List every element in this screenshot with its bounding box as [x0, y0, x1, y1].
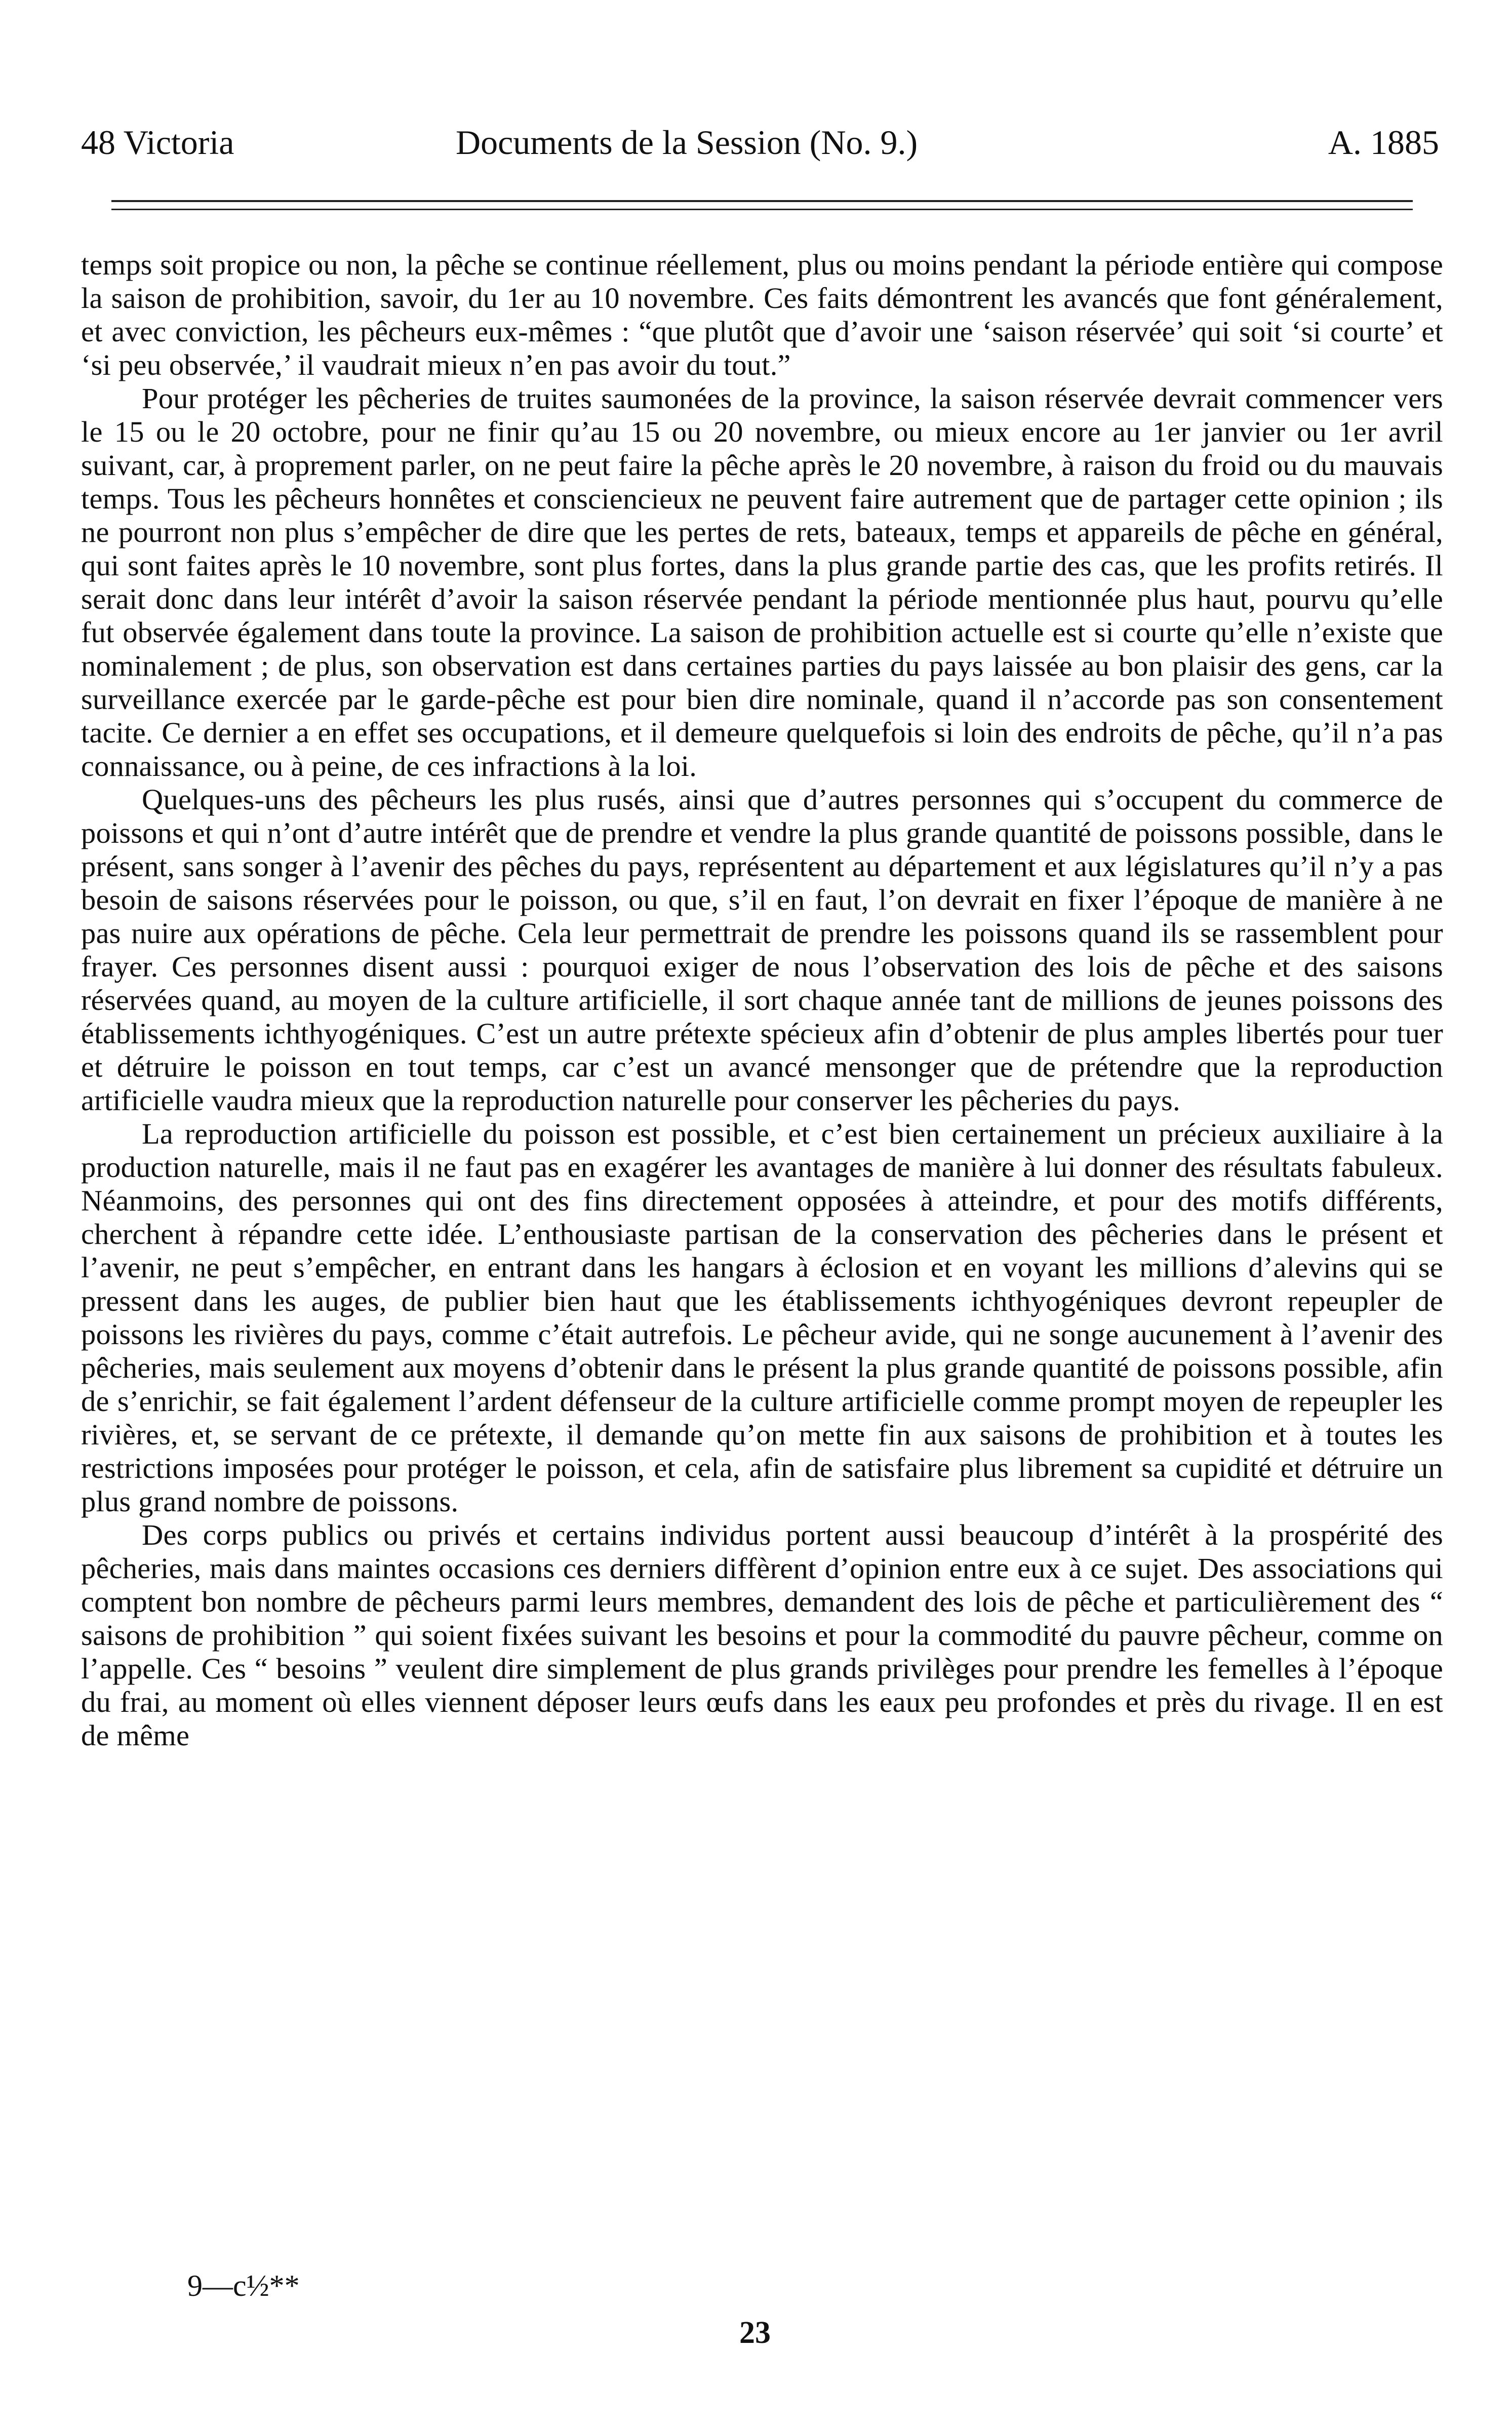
paragraph: La reproduction artificielle du poisson est possible, et c’est bien certainement un précieux auxiliaire à la production naturelle, mais il ne faut pas en exagérer les avantages de manière à lui donner des résultats fabuleux. Néanmoins, des personnes qui ont des fins directement opposées à atteindre, et pour des motifs différents, cherchent à répandre cette idée. L’enthousiaste partisan de la conservation des pêcheries dans le présent et l’avenir, ne peut s’empêcher, en entrant dans les hangars à éclosion et en voyant les millions d’alevins qui se pressent dans les auges, de publier bien haut que les établissements ichthyogéniques devront repeupler de poissons les rivières du pays, comme c’était autrefois. Le pêcheur avide, qui ne songe aucunement à l’avenir des pêcheries, mais seulement aux moyens d’obtenir dans le présent la plus grande quantité de poissons possible, afin de s’enrichir, se fait également l’ardent défenseur de la culture artificielle comme prompt moyen de repeupler les rivières, et, se servant de ce prétexte, il demande qu’on mette fin aux saisons de prohibition et à toutes les restrictions imposées pour protéger le poisson, et cela, afin de satisfaire plus librement sa cupidité et détruire un plus grand nombre de poissons. — [81, 1117, 1443, 1518]
page-number: 23 — [739, 2316, 771, 2350]
header-rule-bottom — [111, 209, 1413, 210]
document-page — [81, 0, 1443, 2429]
signature-mark: 9—c½** — [187, 2269, 300, 2302]
body-text — [81, 248, 1443, 1752]
running-header — [81, 120, 1443, 165]
header-year: A. 1885 — [1328, 123, 1439, 162]
paragraph: Pour protéger les pêcheries de truites saumonées de la province, la saison réservée devrait commencer vers le 15 ou le 20 octobre, pour ne finir qu’au 15 ou 20 novembre, ou mieux encore au 1er janvier ou 1er avril suivant, car, à proprement parler, on ne peut faire la pêche après le 20 novembre, à raison du froid ou du mauvais temps. Tous les pêcheurs honnêtes et consciencieux ne peuvent faire autrement que de partager cette opinion ; ils ne pourront non plus s’empêcher de dire que les pertes de rets, bateaux, temps et appareils de pêche en général, qui sont faites après le 10 novembre, sont plus fortes, dans la plus grande partie des cas, que les profits retirés. Il serait donc dans leur intérêt d’avoir la saison réservée pendant la période mentionnée plus haut, pourvu qu’elle fut observée également dans toute la province. La saison de prohibition actuelle est si courte qu’elle n’existe que nominalement ; de plus, son observation est dans certaines parties du pays laissée au bon plaisir des gens, car la surveillance exercée par le garde-pêche est pour bien dire nominale, quand il n’accorde pas son consentement tacite. Ce dernier a en effet ses occupations, et il demeure quelquefois si loin des endroits de pêche, qu’il n’a pas connaissance, ou à peine, de ces infractions à la loi. — [81, 382, 1443, 782]
paragraph: Quelques-uns des pêcheurs les plus rusés, ainsi que d’autres personnes qui s’occupent du commerce de poissons et qui n’ont d’autre intérêt que de prendre et vendre la plus grande quantité de poissons possible, dans le présent, sans songer à l’avenir des pêches du pays, représentent au département et aux législatures qu’il n’y a pas besoin de saisons réservées pour le poisson, ou que, s’il en faut, l’on devrait en fixer l’époque de manière à ne pas nuire aux opérations de pêche. Cela leur permettrait de prendre les poissons quand ils se rassemblent pour frayer. Ces personnes disent aussi : pourquoi exiger de nous l’observation des lois de pêche et des saisons réservées quand, au moyen de la culture artificielle, il sort chaque année tant de millions de jeunes poissons des établissements ichthyogéniques. C’est un autre prétexte spécieux afin d’obtenir de plus amples libertés pour tuer et détruire le poisson en tout temps, car c’est un avancé mensonger que de prétendre que la reproduction artificielle vaudra mieux que la reproduction naturelle pour conserver les pêcheries du pays. — [81, 783, 1443, 1117]
paragraph: Des corps publics ou privés et certains individus portent aussi beaucoup d’intérêt à la prospérité des pêcheries, mais dans maintes occasions ces derniers diffèrent d’opinion entre eux à ce sujet. Des associations qui comptent bon nombre de pêcheurs parmi leurs membres, demandent des lois de pêche et particulièrement des “ saisons de prohibition ” qui soient fixées suivant les besoins et pour la commodité du pauvre pêcheur, comme on l’appelle. Ces “ besoins ” veulent dire simplement de plus grands privilèges pour prendre les femelles à l’époque du frai, au moment où elles viennent déposer leurs œufs dans les eaux peu profondes et près du rivage. Il en est de même — [81, 1518, 1443, 1752]
header-volume: 48 Victoria — [81, 123, 234, 162]
paragraph: temps soit propice ou non, la pêche se continue réellement, plus ou moins pendant la période entière qui compose la saison de prohibition, savoir, du 1er au 10 novembre. Ces faits démontrent les avancés que font généralement, et avec conviction, les pêcheurs eux-mêmes : “que plutôt que d’avoir une ‘saison réservée’ qui soit ‘si courte’ et ‘si peu observée,’ il vaudrait mieux n’en pas avoir du tout.” — [81, 248, 1443, 381]
header-rule-top — [111, 200, 1413, 202]
header-title: Documents de la Session (No. 9.) — [456, 123, 918, 162]
